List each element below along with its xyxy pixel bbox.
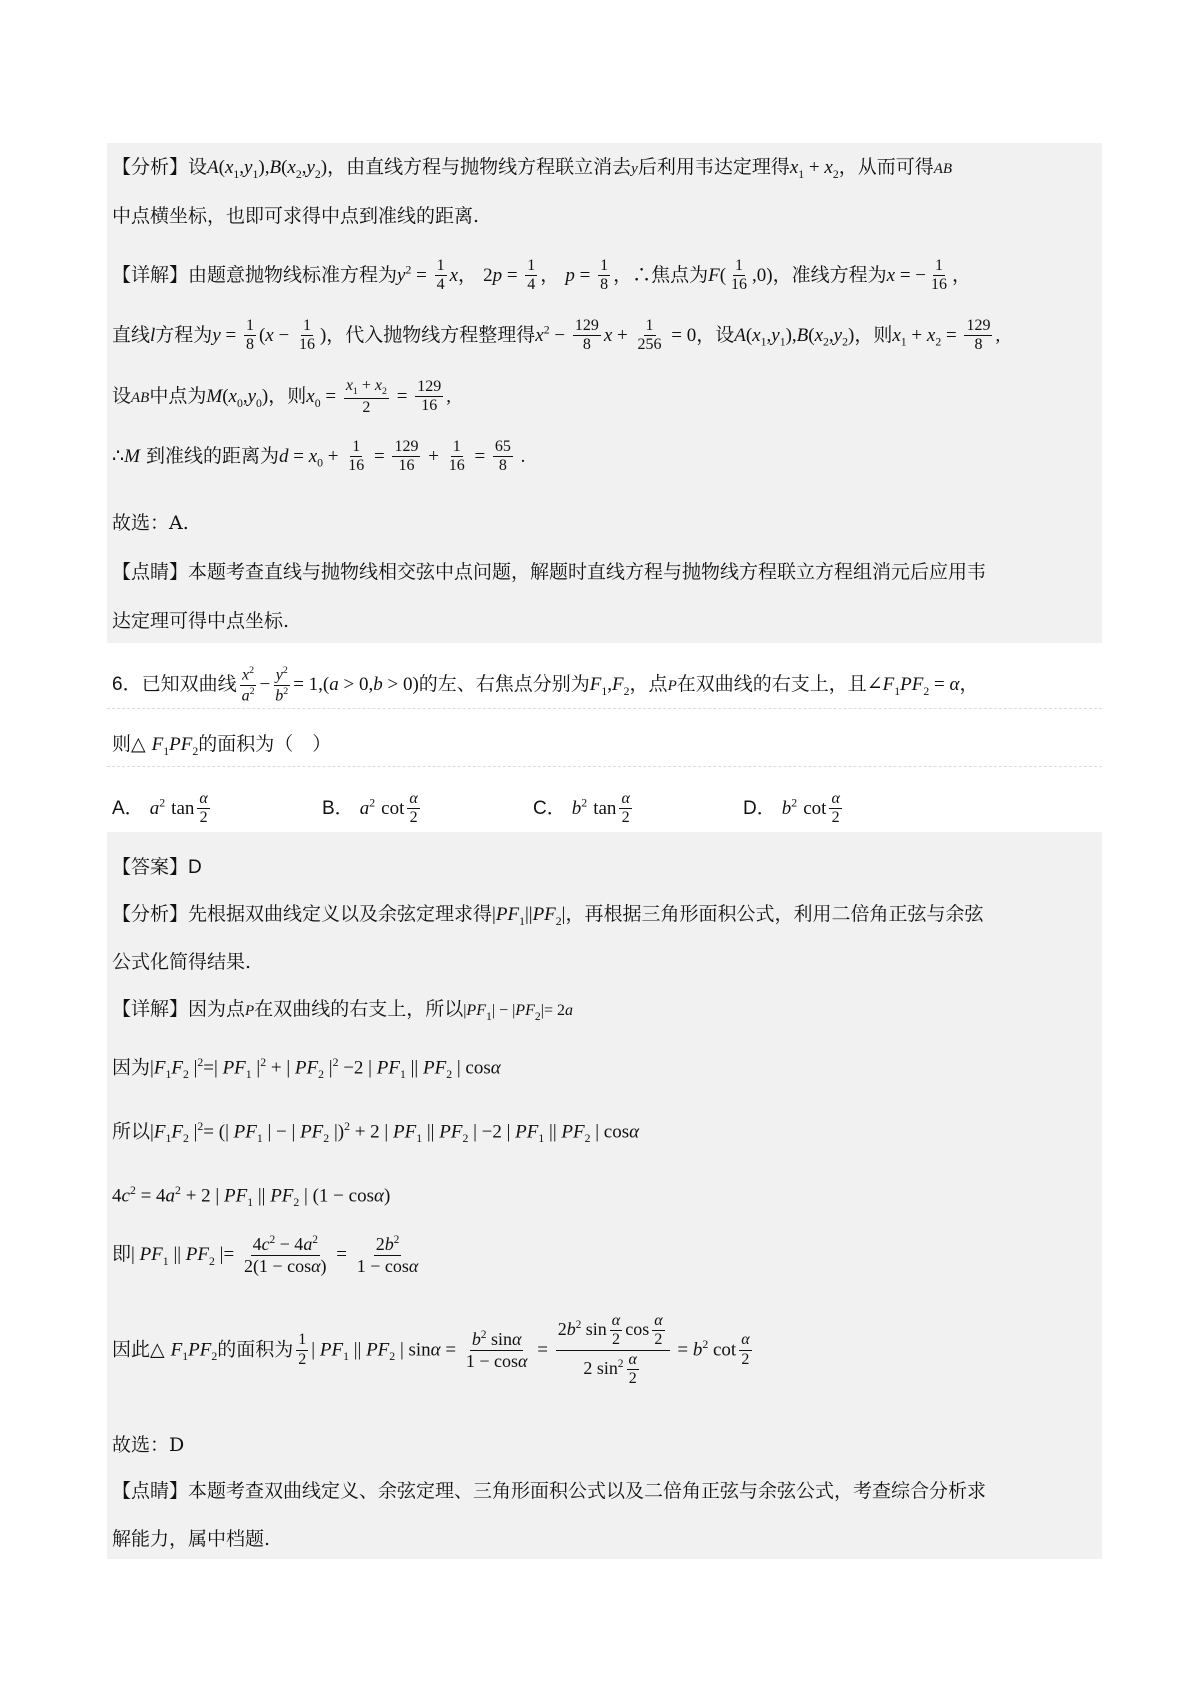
detail-q6-line5: 即| $PF_1$ || $PF_2$ |= $\frac{4c^2 - 4a^2}{2(1 - \cos\alpha)}$ = $\frac{2b^2}{1 - \cos\alpha}$ xyxy=(112,1234,419,1276)
detail-q5-line3: 设AB中点为$M(x_0,y_0)$，则$x_0$ = $\frac{x_1 + x_2}{2}$ = $\frac{129}{16}$ , xyxy=(112,377,451,416)
detail-q6-line2: 因为$|F_1F_2$ $|^2=|$ $PF_1$ $|^2$ + | $PF_2$ $|^2 -2$ | $PF_1$ || $PF_2$ | cosα xyxy=(112,1056,501,1082)
detail-q6-line3: 所以$|F_1F_2$ $|^2=$ (| $PF_1$ | − | $PF_2$ |)$^2$ + 2 | $PF_1$ || $PF_2$ | −2 | $PF_1$ || $PF_2$ | cosα xyxy=(112,1120,640,1146)
option-a[interactable]: A． $a^2$ tan $\frac{\alpha}{2}$ xyxy=(112,790,208,827)
detail-q5-conclusion: 故选：A. xyxy=(112,512,189,534)
detail-q5-line1: 【详解】由题意抛物线标准方程为$y^2$ = $\frac{1}{4}$ x， 2p = $\frac{1}{4}$ ， p = $\frac{1}{8}$ ，∴焦点为F( $\frac{1}{16}$ ,0)，准线方程为x = − $\frac{1}{16}$ ， xyxy=(112,257,972,294)
answer-q6: 【答案】D xyxy=(112,856,202,878)
option-d[interactable]: D． $b^2$ cot $\frac{\alpha}{2}$ xyxy=(743,790,840,827)
detail-q6-line1: 【详解】因为点P在双曲线的右支上，所以$|PF_1| - |PF_2|= 2a$ xyxy=(112,998,573,1023)
question-6-line1: 6．已知双曲线 $\frac{x^2}{a^2}$ − $\frac{y^2}{b^2}$ = 1,(a > 0,b > 0)的左、右焦点分别为$F_1,F_2$，点P在双曲线的右支上，且$\angle F_1PF_2 = \alpha$， xyxy=(112,665,979,705)
comment-q5-line1: 【点睛】本题考查直线与抛物线相交弦中点问题，解题时直线方程与抛物线方程联立方程组消元后应用韦 xyxy=(112,561,987,583)
comment-q6-line2: 解能力，属中档题. xyxy=(112,1528,271,1550)
divider xyxy=(107,708,1102,709)
analysis-q5-line1: 【分析】设$A(x_1,y_1),B(x_2,y_2)$，由直线方程与抛物线方程联立消去y后利用韦达定理得$x_1 + x_2$，从而可得AB xyxy=(112,156,953,181)
detail-q5-line4: ∴M 到准线的距离为$d = x_0$ + $\frac{1}{16}$ = $\frac{129}{16}$ + $\frac{1}{16}$ = $\frac{65}{8}$ . xyxy=(112,438,526,475)
option-b[interactable]: B． $a^2$ cot $\frac{\alpha}{2}$ xyxy=(322,790,418,827)
question-6-line2: 则△ $F_1PF_2$的面积为（ ） xyxy=(112,733,332,758)
analysis-q5-line2: 中点横坐标，也即可求得中点到准线的距离. xyxy=(112,205,480,227)
option-c[interactable]: C． $b^2$ tan $\frac{\alpha}{2}$ xyxy=(533,790,630,827)
divider xyxy=(107,766,1102,767)
detail-q6-conclusion: 故选：D xyxy=(112,1434,185,1456)
comment-q6-line1: 【点睛】本题考查双曲线定义、余弦定理、三角形面积公式以及二倍角正弦与余弦公式，考查综合分析求 xyxy=(112,1480,987,1502)
comment-q5-line2: 达定理可得中点坐标. xyxy=(112,610,290,632)
detail-q5-line2: 直线l方程为y = $\frac{1}{8}$ (x − $\frac{1}{16}$ )，代入抛物线方程整理得$x^2$ − $\frac{129}{8}$ x + $\frac{1}{256}$ = 0，设$A(x_1,y_1),B(x_2,y_2)$，则$x_1 + x_2$ = $\frac{129}{8}$ , xyxy=(112,317,1001,354)
detail-q6-line4: $4c^2 = 4a^2 + 2$ | $PF_1$ || $PF_2$ | (1 − cosα) xyxy=(112,1184,391,1210)
detail-q6-line6: 因此△ $F_1PF_2$的面积为 $\frac{1}{2}$ | $PF_1$ || $PF_2$ | sinα = $\frac{b^2 \sin\alpha}{1 - \cos\alpha}$ = $2b^2$ sin $\frac{\alpha}{2}$ cos $\frac{\alpha}{2}$ 2 $\sin^2$ $\frac{\alpha}{2}$ = $b^2$ cot $\frac{\alpha}{2}$ xyxy=(112,1312,750,1388)
analysis-q6-line1: 【分析】先根据双曲线定义以及余弦定理求得$|PF_1||PF_2|$，再根据三角形面积公式，利用二倍角正弦与余弦 xyxy=(112,903,984,928)
analysis-q6-line2: 公式化简得结果. xyxy=(112,951,252,973)
